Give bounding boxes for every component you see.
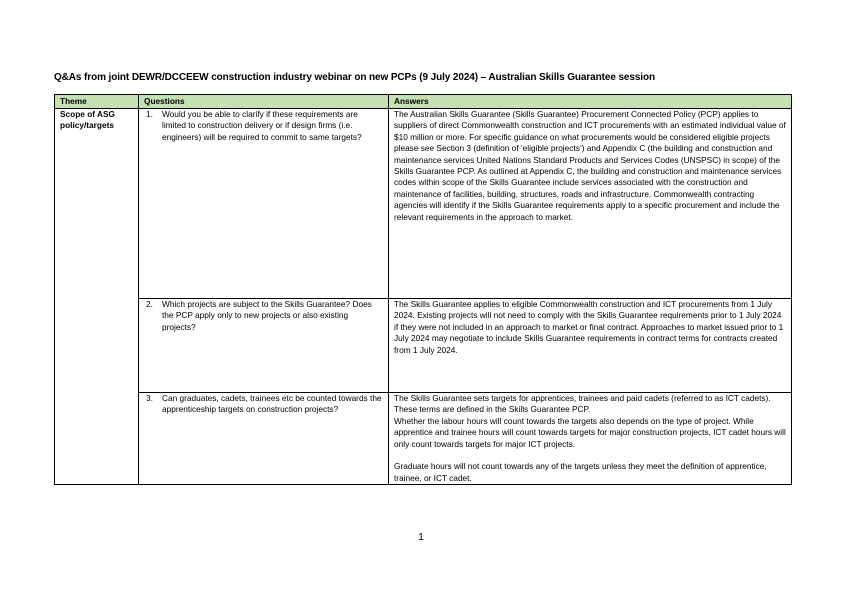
table-row (55, 393, 792, 485)
table-row (55, 109, 792, 299)
table-header-row (55, 95, 792, 109)
answer-text: The Skills Guarantee applies to eligible Commonwealth construction and ICT procurements from 1 July 2024. Existing projects will not need to comply with the Skills Guarantee requirements prior to 1 July 2024 if they were not included in an approach to market or final contract. Approaches to market issued prior to 1 July 2024 may negotiate to include Skills Guarantee requirements in contract terms for contracts created from 1 July 2024. (394, 299, 784, 355)
answer-text: Whether the labour hours will count towards the targets also depends on the type of project. While apprentice and trainee hours will count towards targets for major construction projects, ICT cadet hours will only count towards targets for major ICT projects. (394, 415, 786, 449)
answer-cell (389, 109, 792, 299)
header-theme: Theme (55, 95, 139, 109)
question-text: Which projects are subject to the Skills Guarantee? Does the PCP apply only to new projects or also existing projects? (162, 299, 372, 332)
answer-text: The Australian Skills Guarantee (Skills Guarantee) Procurement Connected Policy (PCP) applies to suppliers of direct Commonwealth construction and ICT procurements with an estimated individual value of $10 million or more. For specific guidance on what procurements would be considered eligible projects please see Section 3 (definition of ‘eligible projects’) and Appendix C (the building and construction and maintenance services United Nations Standard Products and Services Codes (UNSPSC) in scope) of the Skills Guarantee PCP. As outlined at Appendix C, the building and construction and maintenance services codes within scope of the Skills Guarantee include services associated with the construction and maintenance of facilities, building, structures, roads and infrastructure. Commonwealth contracting agencies will identify if the Skills Guarantee requirements apply to a specific procurement and include the relevant requirements in the approach to market. (394, 109, 786, 222)
answer-cell (389, 393, 792, 485)
question-number: 3. (146, 393, 153, 403)
answer-text: The Skills Guarantee sets targets for apprentices, trainees and paid cadets (referred to as ICT cadets). These terms are defined in the Skills Guarantee PCP. (394, 393, 771, 415)
page-number: 1 (418, 532, 424, 543)
table-row (55, 299, 792, 393)
question-text: Can graduates, cadets, trainees etc be counted towards the apprenticeship targets on construction projects? (162, 393, 382, 415)
paragraph-gap (394, 450, 786, 461)
question-number: 2. (146, 299, 153, 309)
question-text: Would you be able to clarify if these requirements are limited to construction delivery or if design firms (i.e. engineers) will be required to commit to same targets? (162, 109, 362, 142)
header-questions: Questions (139, 95, 389, 109)
page-title: Q&As from joint DEWR/DCCEEW construction industry webinar on new PCPs (9 July 2024) – Australian Skills Guarantee session (54, 72, 655, 83)
question-cell (139, 393, 389, 485)
question-number: 1. (146, 109, 153, 119)
header-answers: Answers (389, 95, 792, 109)
question-cell (139, 109, 389, 299)
answer-text: Graduate hours will not count towards any of the targets unless they meet the definition of apprentice, trainee, or ICT cadet. (394, 461, 767, 483)
qa-table (54, 94, 792, 485)
theme-cell: Scope of ASG policy/targets (55, 109, 139, 485)
answer-cell (389, 299, 792, 393)
question-cell (139, 299, 389, 393)
